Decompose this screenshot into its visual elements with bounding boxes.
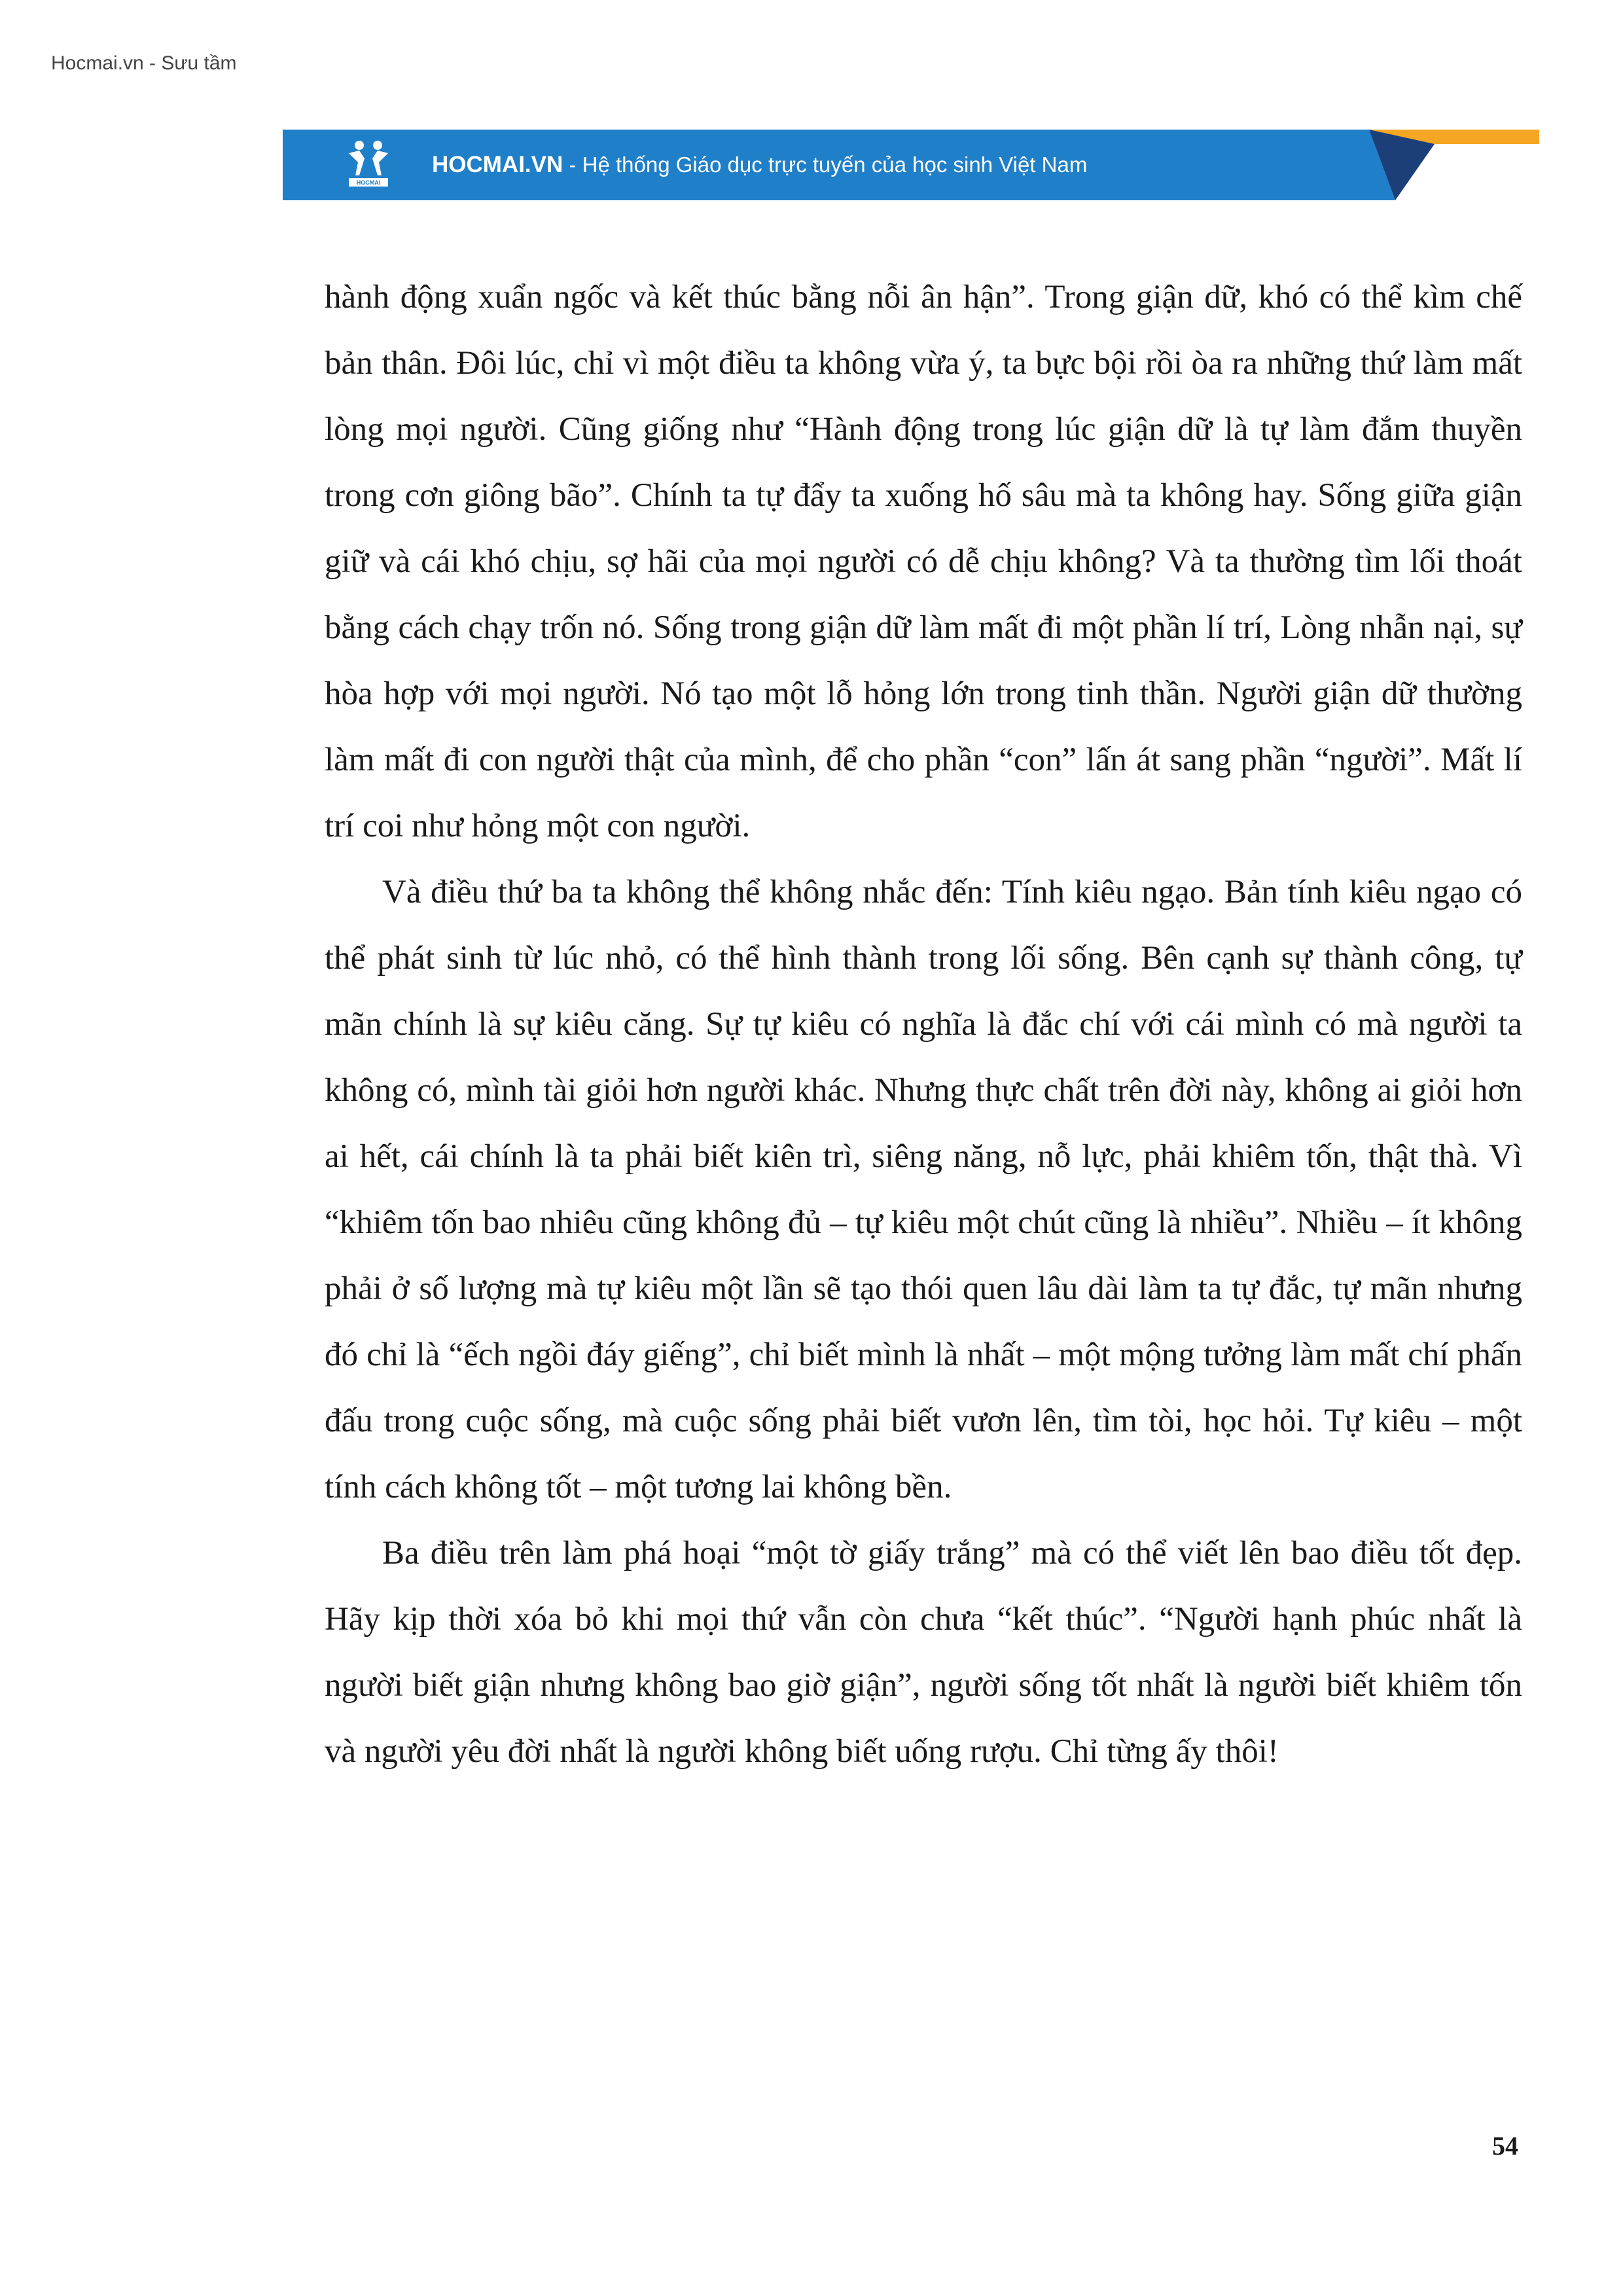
tagline: - Hệ thống Giáo dục trực tuyến của học sinh Việt Nam	[563, 152, 1088, 177]
header-banner	[283, 130, 1539, 200]
source-note: Hocmai.vn - Sưu tầm	[51, 52, 237, 74]
page-number: 54	[1492, 2131, 1518, 2161]
paragraph-2: Và điều thứ ba ta không thể không nhắc đến: Tính kiêu ngạo. Bản tính kiêu ngạo có thể phát sinh từ lúc nhỏ, có thể hình thành trong lối sống. Bên cạnh sự thành công, tự mãn chính là sự kiêu căng. Sự tự kiêu có nghĩa là đắc chí với cái mình có mà người ta không có, mình tài giỏi hơn người khác. Nhưng thực chất trên đời này, không ai giỏi hơn ai hết, cái chính là ta phải biết kiên trì, siêng năng, nỗ lực, phải khiêm tốn, thật thà. Vì “khiêm tốn bao nhiêu cũng không đủ – tự kiêu một chút cũng là nhiều”. Nhiều – ít không phải ở số lượng mà tự kiêu một lần sẽ tạo thói quen lâu dài làm ta tự đắc, tự mãn nhưng đó chỉ là “ếch ngồi đáy giếng”, chỉ biết mình là nhất – một mộng tưởng làm mất chí phấn đấu trong cuộc sống, mà cuộc sống phải biết vươn lên, tìm tòi, học hỏi. Tự kiêu – một tính cách không tốt – một tương lai không bền.	[325, 874, 1522, 1505]
document-body	[325, 264, 1522, 1785]
paragraph-3: Ba điều trên làm phá hoại “một tờ giấy trắng” mà có thể viết lên bao điều tốt đẹp. Hãy kịp thời xóa bỏ khi mọi thứ vẫn còn chưa “kết thúc”. “Người hạnh phúc nhất là người biết giận nhưng không bao giờ giận”, người sống tốt nhất là người biết khiêm tốn và người yêu đời nhất là người không biết uống rượu. Chỉ từng ấy thôi!	[325, 1535, 1522, 1770]
brand-name: HOCMAI.VN	[432, 152, 563, 177]
logo-caption: HOCMAI	[356, 179, 381, 186]
hocmai-logo	[345, 139, 392, 188]
paragraph-1: hành động xuẩn ngốc và kết thúc bằng nỗi ân hận”. Trong giận dữ, khó có thể kìm chế bản thân. Đôi lúc, chỉ vì một điều ta không vừa ý, ta bực bội rồi òa ra những thứ làm mất lòng mọi người. Cũng giống như “Hành động trong lúc giận dữ là tự làm đắm thuyền trong cơn giông bão”. Chính ta tự đẩy ta xuống hố sâu mà ta không hay. Sống giữa giận giữ và cái khó chịu, sợ hãi của mọi người có dễ chịu không? Và ta thường tìm lối thoát bằng cách chạy trốn nó. Sống trong giận dữ làm mất đi một phần lí trí, Lòng nhẫn nại, sự hòa hợp với mọi người. Nó tạo một lỗ hỏng lớn trong tinh thần. Người giận dữ thường làm mất đi con người thật của mình, để cho phần “con” lấn át sang phần “người”. Mất lí trí coi như hỏng một con người.	[325, 279, 1522, 844]
banner-title	[432, 130, 1087, 200]
